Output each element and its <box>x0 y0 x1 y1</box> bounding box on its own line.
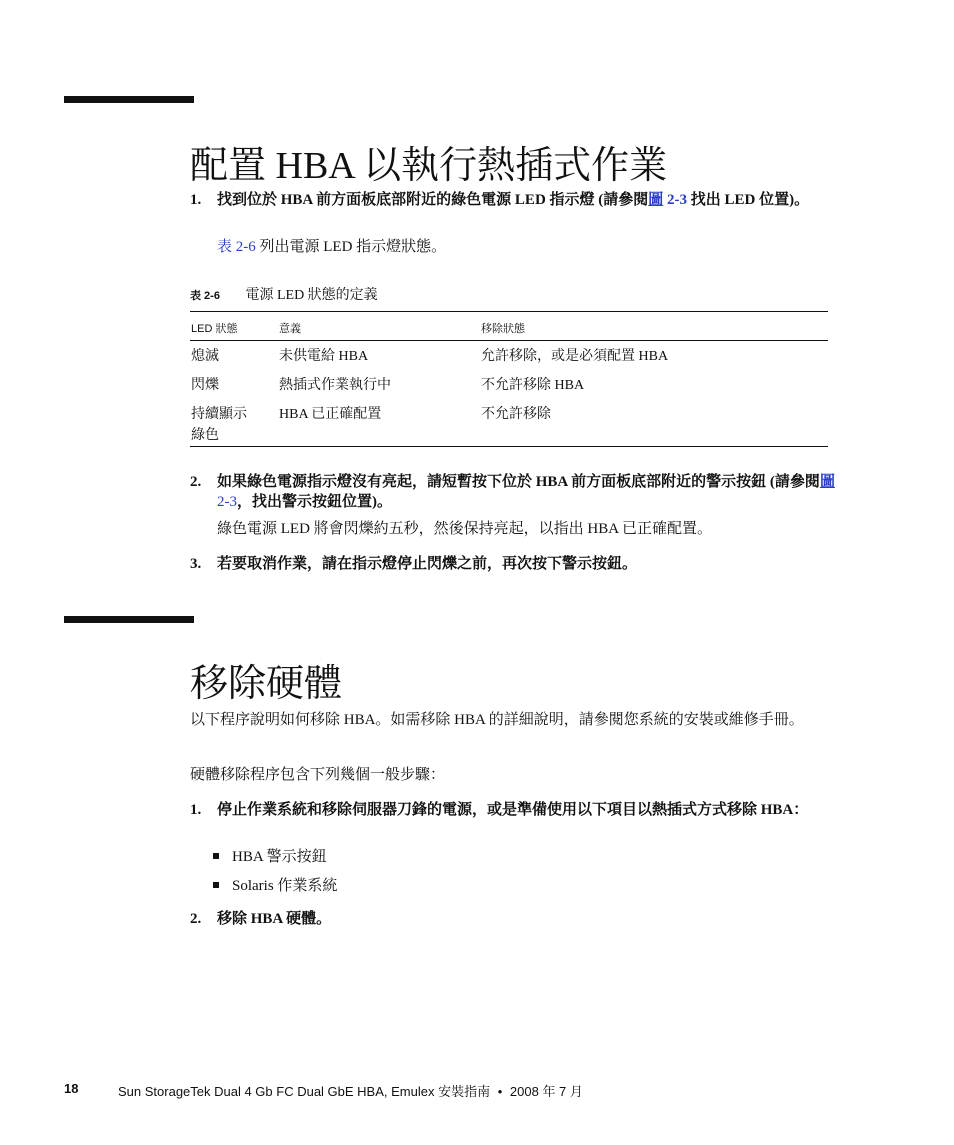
bullet-square-icon <box>213 882 219 888</box>
step-2-press-alert <box>190 472 835 512</box>
footer-doc-info <box>118 1081 583 1100</box>
step-number: 3. <box>190 556 202 572</box>
table-cell: 熄滅 <box>191 349 219 364</box>
section-intro: 以下程序說明如何移除 HBA。如需移除 HBA 的詳細說明，請參閱您系統的安裝或維修手冊。 <box>190 712 804 728</box>
step-text: 若要取消作業，請在指示燈停止閃爍之前，再次按下警示按鈕。 <box>217 556 638 572</box>
step-number: 2. <box>190 911 202 927</box>
list-item-text: Solaris 作業系統 <box>232 878 338 894</box>
step-number: 1. <box>190 192 202 208</box>
steps-intro: 硬體移除程序包含下列幾個一般步驟： <box>190 767 446 783</box>
list-item <box>213 847 327 867</box>
footer-date: 2008 年 7 月 <box>509 1084 583 1099</box>
list-item <box>213 876 337 896</box>
step-text-b: 找出 LED 位置)。 <box>687 192 810 208</box>
table-cell: 未供電給 HBA <box>279 349 369 364</box>
section-rule <box>64 96 194 103</box>
step-1-locate-led <box>190 190 835 210</box>
table-bottom-rule <box>190 446 828 447</box>
step-1-stop-os <box>190 800 835 820</box>
step-text-b: ，找出警示按鈕位置)。 <box>237 494 392 510</box>
step-2-note: 綠色電源 LED 將會閃爍約五秒，然後保持亮起，以指出 HBA 已正確配置。 <box>217 521 713 537</box>
table-header-meaning: 意義 <box>279 323 301 335</box>
section-title-hotplug: 配置 HBA 以執行熱插式作業 <box>190 145 668 187</box>
figure-link[interactable]: 圖 <box>648 192 664 208</box>
table-cell: 閃爍 <box>191 378 219 393</box>
step-text: 移除 HBA 硬體。 <box>217 911 332 927</box>
step-text <box>217 190 835 210</box>
table-header-led-state: LED 狀態 <box>191 323 238 335</box>
step-text-a: 找到位於 HBA 前方面板底部附近的綠色電源 LED 指示燈 (請參閱 <box>217 192 649 208</box>
figure-link[interactable]: 圖 <box>819 474 835 490</box>
table-cell: 允許移除，或是必須配置 HBA <box>481 349 669 364</box>
step-number: 2. <box>190 474 202 490</box>
page-number: 18 <box>64 1081 79 1096</box>
bullet-square-icon <box>213 853 219 859</box>
table-link-number[interactable]: 2-6 <box>235 239 256 255</box>
table-top-rule <box>190 311 828 312</box>
table-cell: 不允許移除 <box>481 407 551 422</box>
table-cell: 熱插式作業執行中 <box>279 378 391 393</box>
note-text: 列出電源 LED 指示燈狀態。 <box>255 239 447 255</box>
section-rule <box>64 616 194 623</box>
footer-title: Sun StorageTek Dual 4 Gb FC Dual GbE HBA, Emulex 安裝指南 <box>118 1084 491 1099</box>
table-caption-text: 電源 LED 狀態的定義 <box>245 288 378 303</box>
step-text-a: 如果綠色電源指示燈沒有亮起，請短暫按下位於 HBA 前方面板底部附近的警示按鈕 (請參閱 <box>217 474 820 490</box>
step-3-cancel <box>190 554 835 574</box>
step-number: 1. <box>190 802 202 818</box>
table-cell: HBA 已正確配置 <box>279 407 382 422</box>
table-cell: 不允許移除 HBA <box>481 378 585 393</box>
step-1-note <box>217 236 446 258</box>
step-text: 停止作業系統和移除伺服器刀鋒的電源，或是準備使用以下項目以熱插式方式移除 HBA： <box>217 802 809 818</box>
table-header-removal-state: 移除狀態 <box>481 323 525 335</box>
table-caption-label: 表 2-6 <box>190 290 220 302</box>
list-item-text: HBA 警示按鈕 <box>232 849 327 865</box>
step-text <box>217 472 835 512</box>
figure-link-number[interactable]: 2-3 <box>217 494 237 510</box>
table-header-rule <box>190 340 828 341</box>
table-caption <box>190 284 378 304</box>
table-link[interactable]: 表 <box>217 239 233 255</box>
section-title-remove-hardware: 移除硬體 <box>190 663 343 705</box>
step-2-remove-hba <box>190 909 835 929</box>
figure-link-number[interactable]: 2-3 <box>667 192 688 208</box>
footer-separator: • <box>497 1084 503 1099</box>
table-cell: 持續顯示綠色 <box>191 407 247 443</box>
